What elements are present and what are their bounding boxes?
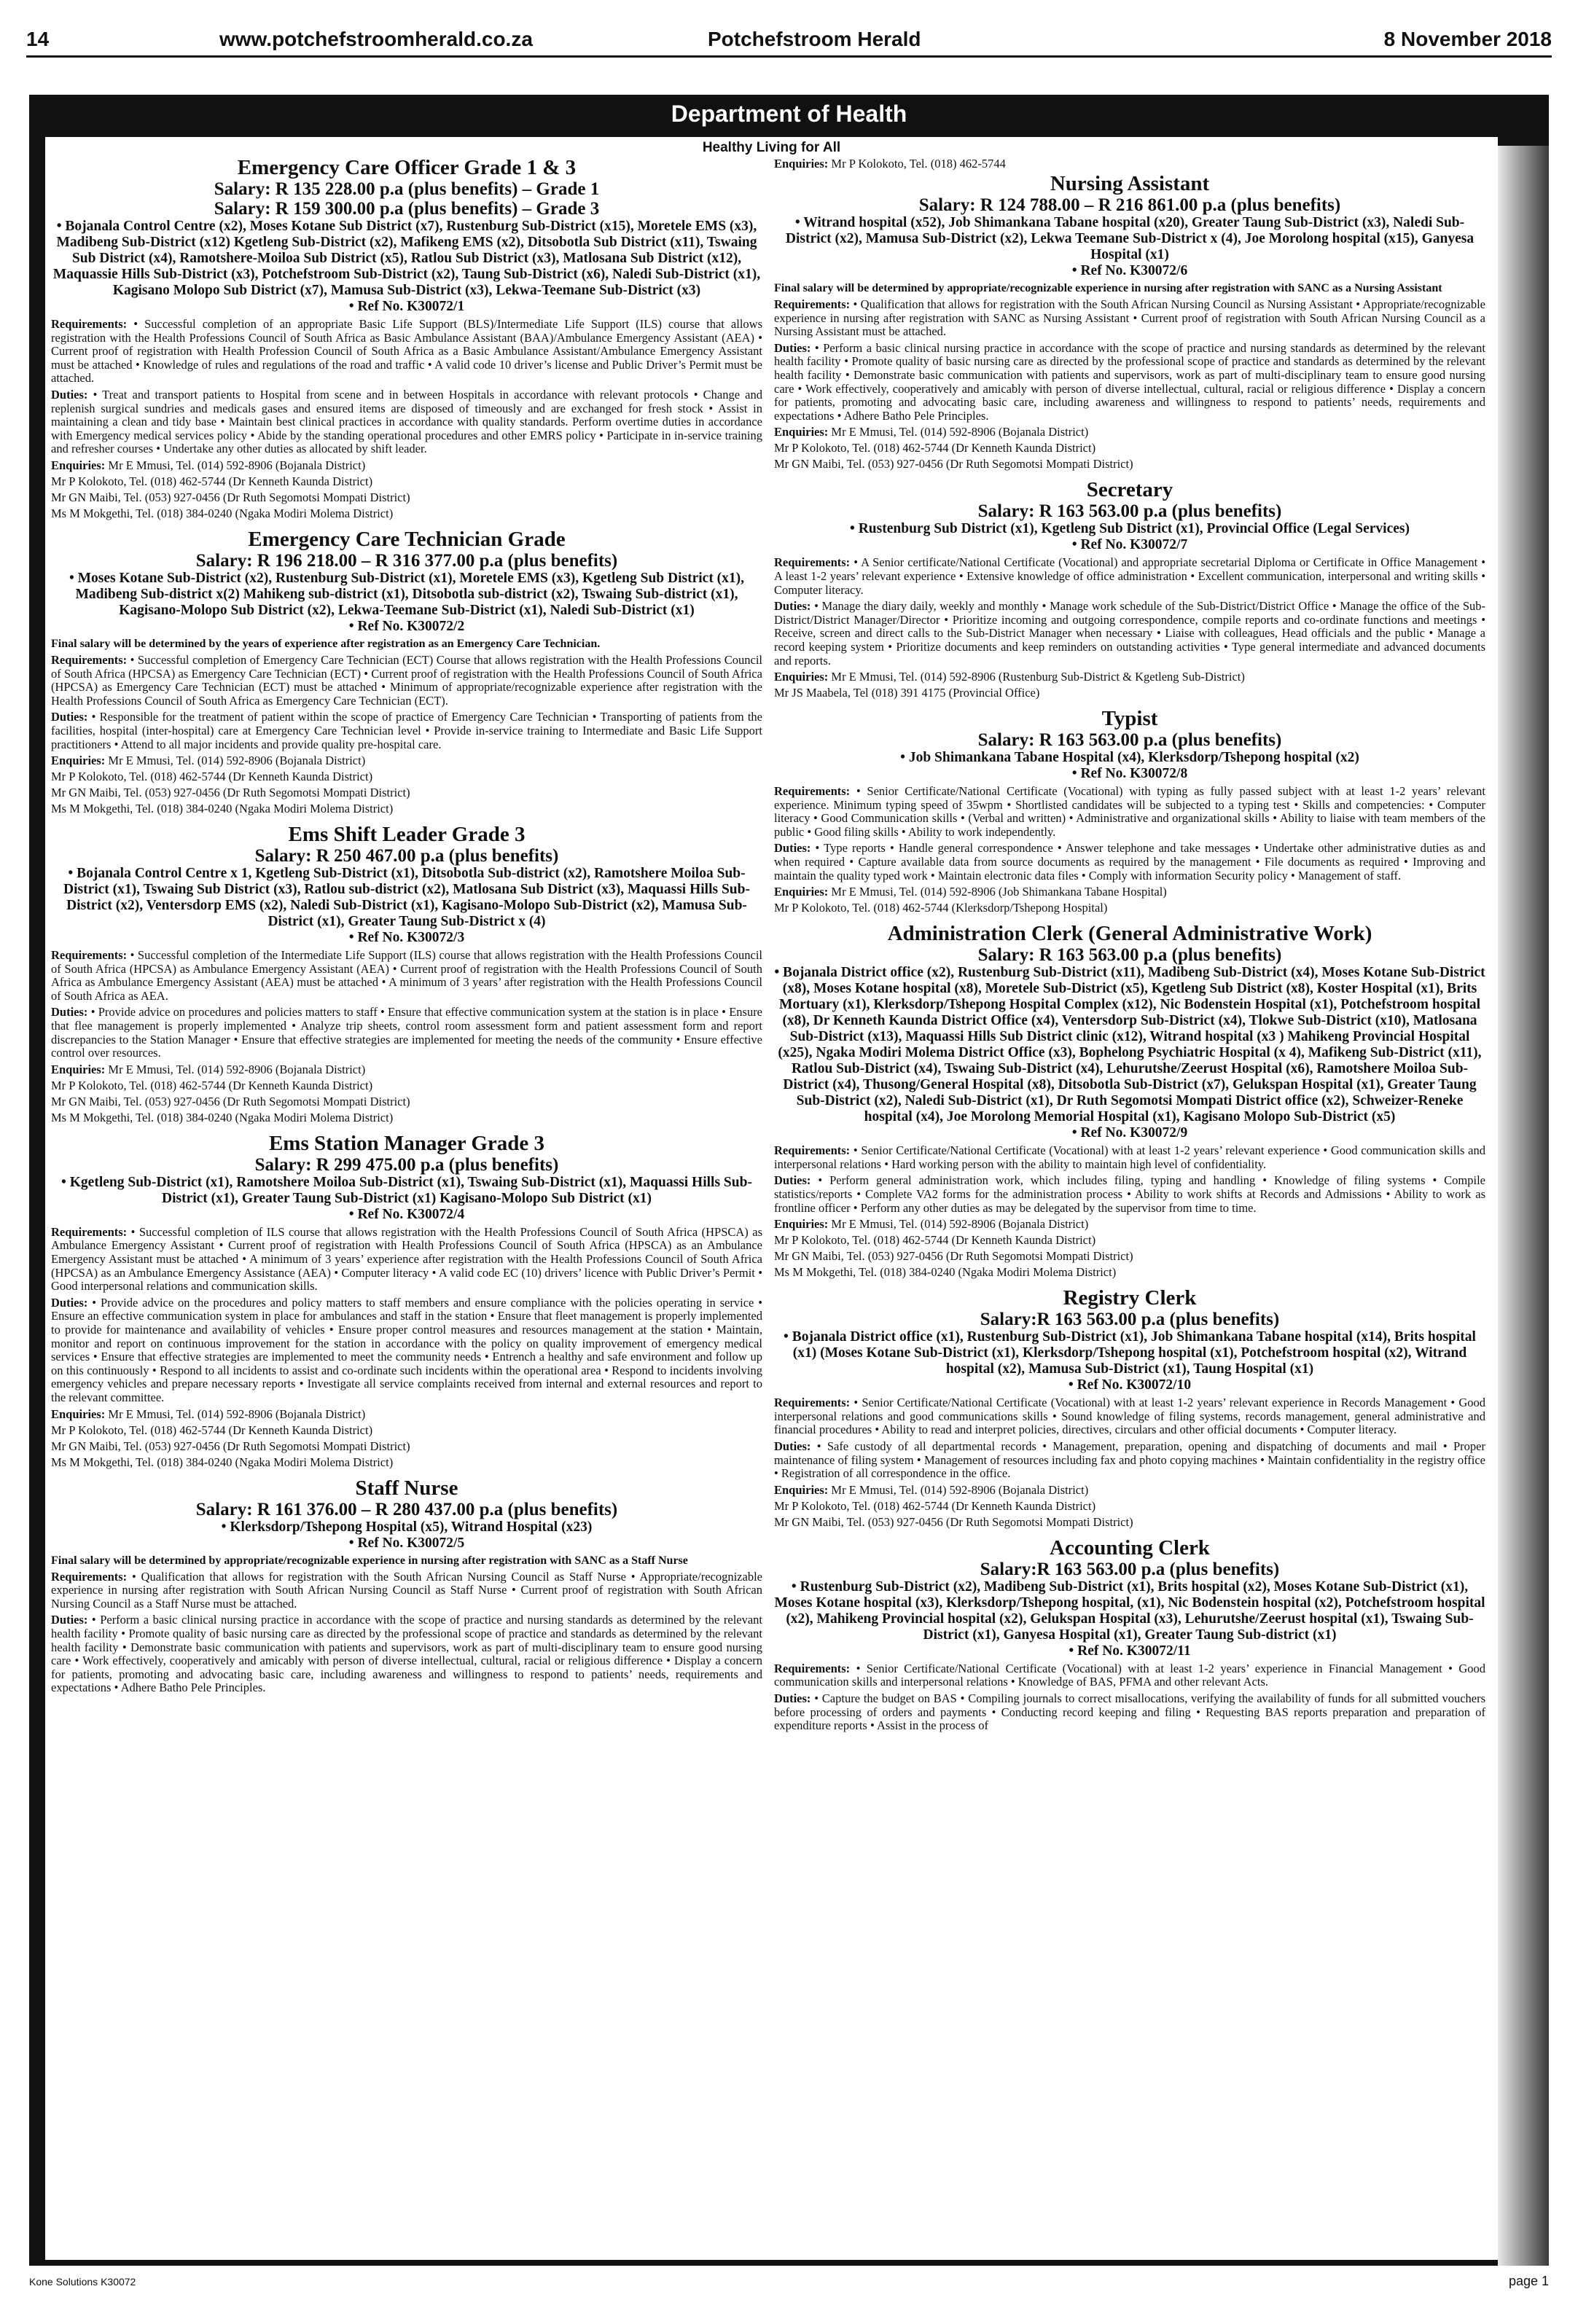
enquiry-contact	[51, 1423, 762, 1437]
advert-body	[45, 137, 1498, 2260]
enquiry-text: Mr E Mmusi, Tel. (014) 592-8906 (Bojanala District)	[831, 1482, 1089, 1497]
website-link[interactable]: www.potchefstroomherald.co.za	[219, 28, 533, 50]
enquiry-contact	[774, 1233, 1485, 1247]
enquiries-label: Enquiries:	[774, 885, 829, 899]
enquiry-contact	[51, 458, 762, 472]
enquiry-text: Mr P Kolokoto, Tel. (018) 462-5744 (Dr Kenneth Kaunda District)	[774, 1498, 1096, 1513]
enquiry-contact	[774, 885, 1485, 899]
reference-number: • Ref No. K30072/6	[1071, 263, 1188, 278]
salary-line: Salary: R 163 563.00 p.a (plus benefits)	[977, 730, 1282, 751]
enquiry-contact	[51, 474, 762, 488]
enquiry-contact	[51, 802, 762, 815]
footer-right: page 1	[1508, 2274, 1549, 2288]
duties-label: Duties:	[774, 599, 811, 614]
job-title: Accounting Clerk	[1050, 1535, 1210, 1560]
job-title: Registry Clerk	[1063, 1286, 1197, 1310]
duties-text: • Provide advice on the procedures and policy matters to staff members and ensure compliance with the policies operating in service • Ensure an effective communication system in place for ambulances and staff in the station • Ensure that fleet management is properly implemented to provide for maintenance and availability of vehicles • Ensure proper control measures and resources management at the station • Maintain, monitor and report on continuous improvement for the station in accordance with the policy on quality improvement of emergency medical services • Ensure that effective strategies are implemented to meet the community needs • Entrench a healthy and safe environment and follow up on this continuously • Respond to all incidents to assist and co-ordinate such incidents within the operational area • Respond to incidents involving emergency vehicles and prepare necessary reports • Investigate all service complaints received from internal and external resources and report to the relevant committee.	[51, 1295, 762, 1404]
reference-number: • Ref No. K30072/4	[348, 1206, 465, 1222]
job-section	[774, 1286, 1485, 1529]
reference-number: • Ref No. K30072/7	[1071, 537, 1188, 553]
enquiry-text: Mr E Mmusi, Tel. (014) 592-8906 (Bojanala District)	[831, 425, 1089, 439]
duties-label: Duties:	[774, 340, 811, 355]
enquiry-text: Mr P Kolokoto, Tel. (018) 462-5744 (Dr Kenneth Kaunda District)	[51, 474, 373, 488]
locations-list: • Kgetleng Sub-District (x1), Ramotshere Moiloa Sub-District (x1), Tswaing Sub-District (x1), Maquassi Hills Sub-District (x1), Greater Taung Sub-District (x1) Kagisano-Molopo Sub District (x1)	[61, 1174, 752, 1206]
issue-date: 8 November 2018	[1383, 28, 1552, 50]
duties-paragraph	[51, 711, 762, 751]
enquiry-text: Mr GN Maibi, Tel. (053) 927-0456 (Dr Ruth Segomotsi Mompati District)	[774, 1514, 1133, 1529]
enquiry-contact	[51, 770, 762, 783]
job-section	[774, 922, 1485, 1279]
salary-line: Salary: R 124 788.00 – R 216 861.00 p.a (plus benefits)	[918, 195, 1341, 215]
enquiry-text: Mr GN Maibi, Tel. (053) 927-0456 (Dr Ruth Segomotsi Mompati District)	[774, 1249, 1133, 1264]
requirements-text: • Successful completion of the Intermediate Life Support (ILS) course that allows registration with the Health Professions Council of South Africa (HPCSA) as Ambulance Emergency Assistant (AEA) • Current proof of registration with the Health Professions Council of South Africa as Ambulance Emergency Assistant (AEA) must be attached • A minimum of 3 years’ after registration with the Health Professions Council of South Africa as AEA.	[51, 948, 762, 1003]
requirements-text: • Senior Certificate/National Certificate (Vocational) with at least 1-2 years’ relevant experience • Good communication skills and interpersonal relations • Hard working person with the ability to maintain high level of confidentiality.	[774, 1143, 1485, 1171]
enquiry-contact	[774, 1499, 1485, 1513]
salary-line: Salary: R 250 467.00 p.a (plus benefits)	[254, 846, 559, 866]
requirements-text: • Successful completion of an appropriate Basic Life Support (BLS)/Intermediate Life Support (ILS) course that allows registration with the Health Professions Council of South Africa as Basic Ambulance Assistant (BAA)/Ambulance Emergency Assistant (AEA) • Current proof of registration with Health Profession Council of South Africa as a Basic Ambulance Assistant/Ambulance Emergency Assistant must be attached • Knowledge of rules and regulations of the road and traffic • A valid code 10 driver’s license and Public Driver’s Permit must be attached.	[51, 317, 762, 386]
duties-paragraph	[51, 1613, 762, 1695]
enquiry-contact	[774, 686, 1485, 700]
enquiry-contact	[774, 901, 1485, 915]
requirements-paragraph	[51, 1226, 762, 1294]
enquiry-text: Ms M Mokgethi, Tel. (018) 384-0240 (Ngaka Modiri Molema District)	[51, 506, 394, 520]
enquiries-label: Enquiries:	[774, 1482, 829, 1497]
duties-paragraph	[51, 1006, 762, 1060]
enquiry-text: Mr GN Maibi, Tel. (053) 927-0456 (Dr Ruth Segomotsi Mompati District)	[774, 457, 1133, 472]
enquiry-text: Mr E Mmusi, Tel. (014) 592-8906 (Bojanala District)	[108, 1406, 366, 1421]
salary-line: Salary: R 299 475.00 p.a (plus benefits)	[254, 1154, 559, 1175]
requirements-label: Requirements:	[774, 1396, 851, 1410]
requirements-label: Requirements:	[51, 1224, 128, 1239]
requirements-text: • Senior Certificate/National Certificate (Vocational) with typing as fully passed subject with at least 1-2 years’ relevant experience. Minimum typing speed of 35wpm • Shortlisted candidates will be subjected to a typing test • Skills and competencies: • Computer literacy • Good Communication skills • (Verbal and written) • Administrative and organizational skills • Ability to liaise with team members of the public • Good filing skills • Ability to work independently.	[774, 784, 1485, 839]
duties-text: • Perform a basic clinical nursing practice in accordance with the scope of practice and nursing standards as determined by the relevant health facility • Promote quality of basic nursing care as directed by the professional scope of practice and standards as determined by the relevant health facility • Demonstrate basic communication with patients and supervisors, work as part of multi-disciplinary team to ensure good nursing care • Work effectively, cooperatively and amicably with person of diverse intellectual, cultural, racial or religious difference • Display a concern for patients, promoting and advocating basic care, including awareness and willingness to respond to patients’ needs, requirements and expectations • Adhere Batho Pele Principles.	[774, 340, 1485, 423]
requirements-paragraph	[774, 1662, 1485, 1689]
enquiry-text: Mr E Mmusi, Tel. (014) 592-8906 (Bojanala District)	[108, 458, 366, 472]
job-title: Secretary	[1086, 478, 1173, 502]
requirements-label: Requirements:	[774, 1661, 851, 1675]
job-section	[51, 1476, 762, 1695]
job-title: Ems Shift Leader Grade 3	[288, 823, 526, 847]
salary-line: Salary:R 163 563.00 p.a (plus benefits)	[980, 1559, 1280, 1579]
job-section	[774, 707, 1485, 915]
enquiry-contact	[774, 1515, 1485, 1529]
enquiry-text: Mr P Kolokoto, Tel. (018) 462-5744 (Dr Kenneth Kaunda District)	[51, 770, 373, 784]
duties-paragraph	[774, 1174, 1485, 1215]
reference-number: • Ref No. K30072/1	[348, 299, 465, 314]
requirements-paragraph	[774, 556, 1485, 597]
duties-text: • Perform a basic clinical nursing practice in accordance with the scope of practice and nursing standards as determined by the relevant health facility • Promote quality of basic nursing care as directed by the professional scope of practice and standards as determined by the relevant health facility • Demonstrate basic communication with patients and supervisors, work as part of multi-disciplinary team to ensure good nursing care • Work effectively, cooperatively and amicably with person of diverse intellectual, cultural, racial or religious difference • Display a concern for patients, promoting and advocating basic care, including awareness and willingness to respond to patients’ needs, requirements and expectations • Adhere Batho Pele Principles.	[51, 1613, 762, 1695]
job-title: Ems Station Manager Grade 3	[268, 1131, 545, 1155]
enquiry-contact	[774, 670, 1485, 684]
requirements-text: • Successful completion of ILS course that allows registration with the Health Professions Council of South Africa (HPSCA) as Ambulance Emergency Assistant • Current proof of registration with Health Professions Council of South Africa (HPSCA) as an Ambulance Emergency Assistant must be attached • A minimum of 3 years’ experience after registration with the Health Professions Council of South Africa (HPCSA) as an Ambulance Emergency Assistance (AEA) • Computer literacy • A valid code EC (10) drivers’ licence with Public Driver’s Permit • Good interpersonal relations and communication skills.	[51, 1224, 762, 1294]
enquiry-contact	[774, 1483, 1485, 1497]
enquiry-contact	[774, 1265, 1485, 1279]
requirements-paragraph	[51, 1570, 762, 1611]
enquiry-text: Ms M Mokgethi, Tel. (018) 384-0240 (Ngaka Modiri Molema District)	[51, 802, 394, 816]
duties-label: Duties:	[51, 1613, 88, 1627]
enquiry-contact	[774, 457, 1485, 471]
enquiry-text: Mr E Mmusi, Tel. (014) 592-8906 (Bojanala District)	[108, 754, 366, 768]
locations-list: • Klerksdorp/Tshepong Hospital (x5), Witrand Hospital (x23)	[221, 1519, 593, 1535]
enquiry-contact	[51, 1063, 762, 1076]
left-column	[51, 154, 762, 2260]
enquiry-contact	[774, 425, 1485, 439]
job-title: Emergency Care Technician Grade	[248, 527, 566, 551]
enquiry-contact	[51, 1439, 762, 1453]
enquiry-text: Mr P Kolokoto, Tel. (018) 462-5744 (Dr Kenneth Kaunda District)	[774, 441, 1096, 455]
job-section	[51, 528, 762, 815]
job-title: Nursing Assistant	[1050, 172, 1210, 195]
locations-list: • Bojanala Control Centre x 1, Kgetleng Sub-District (x1), Ditsobotla Sub-district (x2), Ramotshere Moiloa Sub-District (x1), Tswaing Sub District (x3), Ratlou sub-district (x2), Matlosana Sub District (x3), Maquassi Hills Sub-District (x2), Ventersdorp EMS (x2), Naledi Sub-District (x1), Kagisano-Molopo Sub-District (x2), Mamusa Sub-District (x1), Greater Taung Sub-District x (4)	[63, 866, 750, 930]
enquiry-text: Mr E Mmusi, Tel. (014) 592-8906 (Rustenburg Sub-District & Kgetleng Sub-District)	[831, 670, 1245, 684]
requirements-paragraph	[51, 654, 762, 708]
enquiry-text: Ms M Mokgethi, Tel. (018) 384-0240 (Ngaka Modiri Molema District)	[51, 1110, 394, 1124]
duties-text: • Capture the budget on BAS • Compiling journals to correct misallocations, verifying the availability of funds for all submitted vouchers before processing of orders and payments • Conducting record keeping and filing • Requesting BAS reports preparation and preparation of expenditure reports • Assist in the process of	[774, 1691, 1485, 1733]
enquiry-text: Mr E Mmusi, Tel. (014) 592-8906 (Bojanala District)	[831, 1217, 1089, 1232]
locations-list: • Rustenburg Sub-District (x2), Madibeng Sub-District (x1), Brits hospital (x2), Moses Kotane Sub-District (x1), Moses Kotane hospital (x3), Klerksdorp/Tshepong hospital, (x1), Nic Bodenstein hospital (x2), Potchefstroom hospital (x2), Mahikeng Provincial hospital (x2), Gelukspan Hospital (x3), Lehurutshe/Zeerust hospital (x1), Tswaing Sub-District (x1), Ganyesa Hospital (x1), Greater Taung Sub-district (x1)	[774, 1578, 1485, 1643]
enquiry-text: Mr P Kolokoto, Tel. (018) 462-5744 (Dr Kenneth Kaunda District)	[774, 1233, 1096, 1248]
requirements-text: • Senior Certificate/National Certificate (Vocational) with at least 1-2 years’ experience in Financial Management • Good communication skills and interpersonal relations • Knowledge of BAS, PFMA and other relevant Acts.	[774, 1661, 1485, 1689]
footer-left: Kone Solutions K30072	[29, 2276, 136, 2288]
salary-line: Salary: R 159 300.00 p.a (plus benefits) – Grade 3	[214, 199, 600, 219]
salary-line: Salary:R 163 563.00 p.a (plus benefits)	[980, 1310, 1280, 1330]
requirements-label: Requirements:	[51, 652, 128, 667]
duties-text: • Perform general administration work, which includes filing, typing and handling • Knowledge of filing systems • Compile statistics/reports • Complete VA2 forms for the administration process • Ability to work shifts at Records and Admissions • Ability to work as frontline officer • Perform any other duties as may be delegated by the supervisor from time to time.	[774, 1173, 1485, 1215]
duties-text: • Safe custody of all departmental records • Management, preparation, opening and dispatching of documents and mail • Proper maintenance of filing system • Management of resources including fax and photo copying machines • Maintain confidentiality in the registry office • Registration of all correspondence in the office.	[774, 1439, 1485, 1481]
top-enquiry-text: Mr P Kolokoto, Tel. (018) 462-5744	[831, 157, 1006, 171]
duties-label: Duties:	[774, 1173, 811, 1188]
requirements-label: Requirements:	[51, 1569, 128, 1584]
enquiry-text: Mr GN Maibi, Tel. (053) 927-0456 (Dr Ruth Segomotsi Mompati District)	[51, 786, 410, 800]
reference-number: • Ref No. K30072/2	[348, 618, 465, 634]
reference-number: • Ref No. K30072/10	[1068, 1377, 1192, 1393]
salary-line: Salary: R 163 563.00 p.a (plus benefits)	[977, 945, 1282, 966]
salary-note: Final salary will be determined by the years of experience after registration as an Emergency Care Technician.	[51, 637, 601, 650]
requirements-label: Requirements:	[51, 317, 128, 331]
locations-list: • Job Shimankana Tabane Hospital (x4), Klerksdorp/Tshepong hospital (x2)	[900, 750, 1359, 766]
duties-paragraph	[51, 1296, 762, 1405]
reference-number: • Ref No. K30072/3	[348, 930, 465, 946]
locations-list: • Rustenburg Sub District (x1), Kgetleng Sub District (x1), Provincial Office (Legal Services)	[850, 521, 1410, 537]
enquiry-text: Mr P Kolokoto, Tel. (018) 462-5744 (Dr Kenneth Kaunda District)	[51, 1423, 373, 1437]
job-title: Staff Nurse	[355, 1476, 458, 1500]
enquiry-text: Mr GN Maibi, Tel. (053) 927-0456 (Dr Ruth Segomotsi Mompati District)	[51, 1439, 410, 1453]
job-title: Emergency Care Officer Grade 1 & 3	[237, 156, 577, 179]
duties-label: Duties:	[774, 1439, 811, 1453]
top-enquiry	[774, 157, 1485, 171]
enquiry-contact	[51, 490, 762, 504]
enquiry-contact	[51, 754, 762, 767]
requirements-paragraph	[774, 1144, 1485, 1171]
duties-paragraph	[774, 342, 1485, 423]
job-section	[774, 1536, 1485, 1733]
salary-line: Salary: R 161 376.00 – R 280 437.00 p.a (plus benefits)	[195, 1499, 618, 1519]
enquiry-contact	[774, 1217, 1485, 1231]
enquiry-contact	[774, 441, 1485, 455]
enquiry-contact	[51, 1079, 762, 1092]
job-title: Typist	[1101, 707, 1158, 731]
job-section	[774, 172, 1485, 471]
requirements-label: Requirements:	[51, 948, 128, 963]
frame-gradient	[1498, 146, 1549, 2266]
duties-text: • Provide advice on procedures and policies matters to staff • Ensure that effective communication system at the station is in place • Ensure that flee management is properly implemented • Analyze trip sheets, control room assessment form and patient assessment form and report discrepancies to the Station Manager • Ensure that effective strategies are implemented for meeting the needs of the community • Ensure effective control over resources.	[51, 1005, 762, 1060]
requirements-label: Requirements:	[774, 297, 851, 311]
enquiries-label: Enquiries:	[774, 157, 829, 171]
requirements-paragraph	[774, 785, 1485, 839]
locations-list: • Bojanala Control Centre (x2), Moses Kotane Sub District (x7), Rustenburg Sub-District (x15), Moretele EMS (x3), Madibeng Sub-District (x12) Kgetleng Sub-District (x2), Mafikeng EMS (x2), Ditsobotla Sub District (x11), Tswaing Sub District (x4), Ramotshere-Moiloa Sub District (x5), Ratlou Sub District (x3), Matlosana Sub District (x12), Maquassie Hills Sub-District (x3), Potchefstroom Sub-District (x2), Taung Sub-District (x6), Naledi Sub-District (x1), Kagisano Molopo Sub District (x7), Mamusa Sub-District (x3), Lekwa-Teemane Sub-District (x3)	[52, 219, 761, 298]
requirements-text: • A Senior certificate/National Certificate (Vocational) and appropriate secretarial Diploma or Certificate in Office Management • A least 1-2 years’ relevant experience • Extensive knowledge of office administration • Excellent communication, interpersonal and writing skills • Computer literacy.	[774, 555, 1485, 597]
enquiries-label: Enquiries:	[51, 1406, 106, 1421]
enquiry-text: Mr E Mmusi, Tel. (014) 592-8906 (Bojanala District)	[108, 1062, 366, 1076]
salary-note: Final salary will be determined by appropriate/recognizable experience in nursing after registration with SANC as a Staff Nurse	[51, 1554, 688, 1567]
requirements-label: Requirements:	[774, 555, 851, 570]
requirements-text: • Senior Certificate/National Certificate (Vocational) with at least 1-2 years’ relevant experience in Records Management • Good interpersonal relations and good communications skills • Sound knowledge of filing systems, records management, general administrative and financial procedures • Ability to read and interpret policies, directives, circulars and other official documents • Computer literacy.	[774, 1396, 1485, 1437]
reference-number: • Ref No. K30072/8	[1071, 766, 1188, 782]
job-title: Administration Clerk (General Administrative Work)	[887, 922, 1372, 946]
locations-list: • Bojanala District office (x1), Rustenburg Sub-District (x1), Job Shimankana Tabane hospital (x14), Brits hospital (x1) (Moses Kotane Sub-District (x1), Klerksdorp/Tshepong hospital (x1), Potchefstroom hospital (x2), Witrand hospital (x2), Mamusa Sub-District (x1), Taung Hospital (x1)	[784, 1329, 1476, 1377]
paper-name: Potchefstroom Herald	[708, 28, 921, 50]
salary-line: Salary: R 163 563.00 p.a (plus benefits)	[977, 501, 1282, 522]
requirements-label: Requirements:	[774, 1143, 851, 1158]
enquiries-label: Enquiries:	[51, 1062, 106, 1076]
enquiry-contact	[51, 1095, 762, 1108]
duties-paragraph	[774, 842, 1485, 883]
enquiry-text: Mr GN Maibi, Tel. (053) 927-0456 (Dr Ruth Segomotsi Mompati District)	[51, 490, 410, 504]
duties-text: • Treat and transport patients to Hospital from scene and in between Hospitals in accordance with relevant protocols • Change and replenish surgical sundries and medicals gases and ensured items are disposed of timeously and are exchanged for fresh stock • Assist in maintaining a clean and tidy base • Maintain best clinical practices in accordance with quality standards. Perform overtime duties in accordance with Emergency medical services policy • Abide by the standing operational procedures and other EMRS policy • Participate in in-service training and refresher courses • Undertake any other duties as allocated by shift leader.	[51, 387, 762, 456]
duties-label: Duties:	[774, 1691, 811, 1705]
enquiry-contact	[51, 1111, 762, 1124]
department-title: Department of Health	[671, 101, 907, 127]
reference-number: • Ref No. K30072/5	[348, 1535, 465, 1551]
enquiries-label: Enquiries:	[51, 754, 106, 768]
duties-paragraph	[774, 1440, 1485, 1481]
enquiries-label: Enquiries:	[51, 458, 106, 472]
requirements-text: • Qualification that allows for registration with the South African Nursing Council as Nursing Assistant • Appropriate/recognizable experience in nursing after registration with SANC as Nursing Assistant • Current proof of registration with South African Nursing Council as a Nursing Assistant must be attached.	[774, 297, 1485, 339]
enquiry-text: Ms M Mokgethi, Tel. (018) 384-0240 (Ngaka Modiri Molema District)	[774, 1265, 1117, 1280]
locations-list: • Witrand hospital (x52), Job Shimankana Tabane hospital (x20), Greater Taung Sub-District (x3), Naledi Sub-District (x2), Mamusa Sub-District (x2), Lekwa Teemane Sub-District x (4), Joe Morolong hospital (x15), Ganyesa Hospital (x1)	[785, 215, 1475, 262]
job-section	[51, 823, 762, 1124]
job-section	[51, 156, 762, 520]
enquiry-contact	[51, 786, 762, 799]
job-section	[774, 478, 1485, 700]
duties-label: Duties:	[51, 1005, 88, 1020]
enquiry-text: Mr GN Maibi, Tel. (053) 927-0456 (Dr Ruth Segomotsi Mompati District)	[51, 1094, 410, 1108]
requirements-text: • Qualification that allows for registration with the South African Nursing Council as Staff Nurse • Appropriate/recognizable experience in nursing after registration with South African Nursing Council as Staff Nurse • Current proof of registration with South African Nursing Council as a Staff Nurse must be attached.	[51, 1569, 762, 1611]
duties-label: Duties:	[774, 841, 811, 856]
enquiry-contact	[51, 1455, 762, 1469]
enquiries-label: Enquiries:	[774, 425, 829, 439]
locations-list: • Moses Kotane Sub-District (x2), Rustenburg Sub-District (x1), Moretele EMS (x3), Kgetleng Sub District (x1), Madibeng Sub-district x(2) Mahikeng sub-district (x1), Ditsobotla sub-district (x2), Tswaing Sub-district (x1), Kagisano-Molopo Sub District (x2), Lekwa-Teemane Sub-District (x1), Naledi Sub-District (x1)	[69, 570, 745, 618]
reference-number: • Ref No. K30072/11	[1069, 1643, 1191, 1659]
reference-number: • Ref No. K30072/9	[1071, 1125, 1188, 1141]
requirements-text: • Successful completion of Emergency Care Technician (ECT) Course that allows registration with the Health Professions Council of South Africa (HPCSA) as Emergency Care Technician (ECT) • Current proof of registration with the Health Professions Council of South Africa (HPCSA) as Emergency Care Technician (ECT) must be attached • Minimum of appropriate/recognizable experience after registration with the Health Professions Council of South Africa as Emergency Care Technician (ECT).	[51, 652, 762, 708]
duties-text: • Type reports • Handle general correspondence • Answer telephone and take messages • Undertake other administrative duties as and when required • Capture available data from source documents as required by the management • File documents as required • Improving and maintain the quality typed work • Maintain electronic data files • Comply with information Security policy • Management of staff.	[774, 841, 1485, 883]
enquiry-text: Mr E Mmusi, Tel. (014) 592-8906 (Job Shimankana Tabane Hospital)	[831, 885, 1167, 899]
salary-line: Salary: R 135 228.00 p.a (plus benefits) – Grade 1	[214, 179, 600, 199]
duties-label: Duties:	[51, 1295, 88, 1310]
requirements-paragraph	[774, 1396, 1485, 1437]
right-column	[774, 154, 1485, 2260]
enquiry-contact	[774, 1249, 1485, 1263]
job-section	[51, 1132, 762, 1469]
duties-label: Duties:	[51, 710, 88, 724]
enquiry-text: Ms M Mokgethi, Tel. (018) 384-0240 (Ngaka Modiri Molema District)	[51, 1455, 394, 1469]
requirements-label: Requirements:	[774, 784, 851, 799]
duties-label: Duties:	[51, 387, 88, 402]
tagline: Healthy Living for All	[702, 140, 841, 155]
enquiry-contact	[51, 1407, 762, 1421]
enquiry-text: Mr P Kolokoto, Tel. (018) 462-5744 (Klerksdorp/Tshepong Hospital)	[774, 901, 1108, 915]
requirements-paragraph	[51, 949, 762, 1003]
enquiry-text: Mr JS Maabela, Tel (018) 391 4175 (Provincial Office)	[774, 686, 1040, 700]
page-number: 14	[26, 28, 50, 50]
enquiry-text: Mr P Kolokoto, Tel. (018) 462-5744 (Dr Kenneth Kaunda District)	[51, 1078, 373, 1092]
requirements-paragraph	[774, 298, 1485, 339]
duties-paragraph	[774, 600, 1485, 668]
masthead	[26, 23, 1552, 58]
duties-paragraph	[774, 1692, 1485, 1733]
enquiries-label: Enquiries:	[774, 670, 829, 684]
duties-text: • Manage the diary daily, weekly and monthly • Manage work schedule of the Sub-District/District Office • Manage the office of the Sub-District/District Manager/Director • Prioritize incoming and outgoing correspondence, compile reports and co-ordinate functions and meetings • Receive, screen and direct calls to the Sub-District Manager when necessary • Liaise with colleagues, Head officials and the public • Manage a record keeping system • Prioritize documents and keep reminders on outstanding activities • Type general intermediate and advanced documents and reports.	[774, 599, 1485, 668]
duties-text: • Responsible for the treatment of patient within the scope of practice of Emergency Care Technician • Transporting of patients from the facilities, hospital (inter-hospital) care at Emergency Care Technician level • Provide in-service training to Intermediate and Basic Life Support practitioners • Attend to all major incidents and provide quality pre-hospital care.	[51, 710, 762, 751]
duties-paragraph	[51, 388, 762, 456]
salary-note: Final salary will be determined by appropriate/recognizable experience in nursing after registration with SANC as a Nursing Assistant	[774, 282, 1442, 294]
salary-line: Salary: R 196 218.00 – R 316 377.00 p.a (plus benefits)	[195, 550, 618, 571]
locations-list: • Bojanala District office (x2), Rustenburg Sub-District (x11), Madibeng Sub-District (x4), Moses Kotane Sub-District (x8), Moses Kotane hospital (x8), Moretele Sub-District (x5), Kgetleng Sub District (x8), Koster Hospital (x1), Brits Mortuary (x1), Klerksdorp/Tshepong Hospital Complex (x12), Nic Bodenstein Hospital (x1), Potchefstroom hospital (x8), Dr Kenneth Kaunda District Office (x4), Ventersdorp Sub-District (x4), Tlokwe Sub-District (x10), Matlosana Sub-District (x13), Maquassi Hills Sub District clinic (x12), Witrand hospital (x3 ) Mahikeng Provincial Hospital (x25), Ngaka Modiri Molema District Office (x3), Bophelong Psychiatric Hospital (x 4), Mafikeng Sub-District (x11), Ratlou Sub-District (x4), Tswaing Sub-District (x4), Lehurutshe/Zeerust Hospital (x6), Ramotshere Moiloa Sub-District (x4), Thusong/General Hospital (x8), Ditsobotla Sub-District (x7), Gelukspan Hospital (x1), Greater Taung Sub-District (x2), Naledi Sub-District (x1), Dr Ruth Segomotsi Mompati District office (x2), Schweizer-Reneke hospital (x4), Joe Morolong Memorial Hospital (x1), Kagisano Molopo Sub-District (x5)	[774, 965, 1485, 1125]
requirements-paragraph	[51, 318, 762, 386]
enquiries-label: Enquiries:	[774, 1217, 829, 1232]
enquiry-contact	[51, 506, 762, 520]
